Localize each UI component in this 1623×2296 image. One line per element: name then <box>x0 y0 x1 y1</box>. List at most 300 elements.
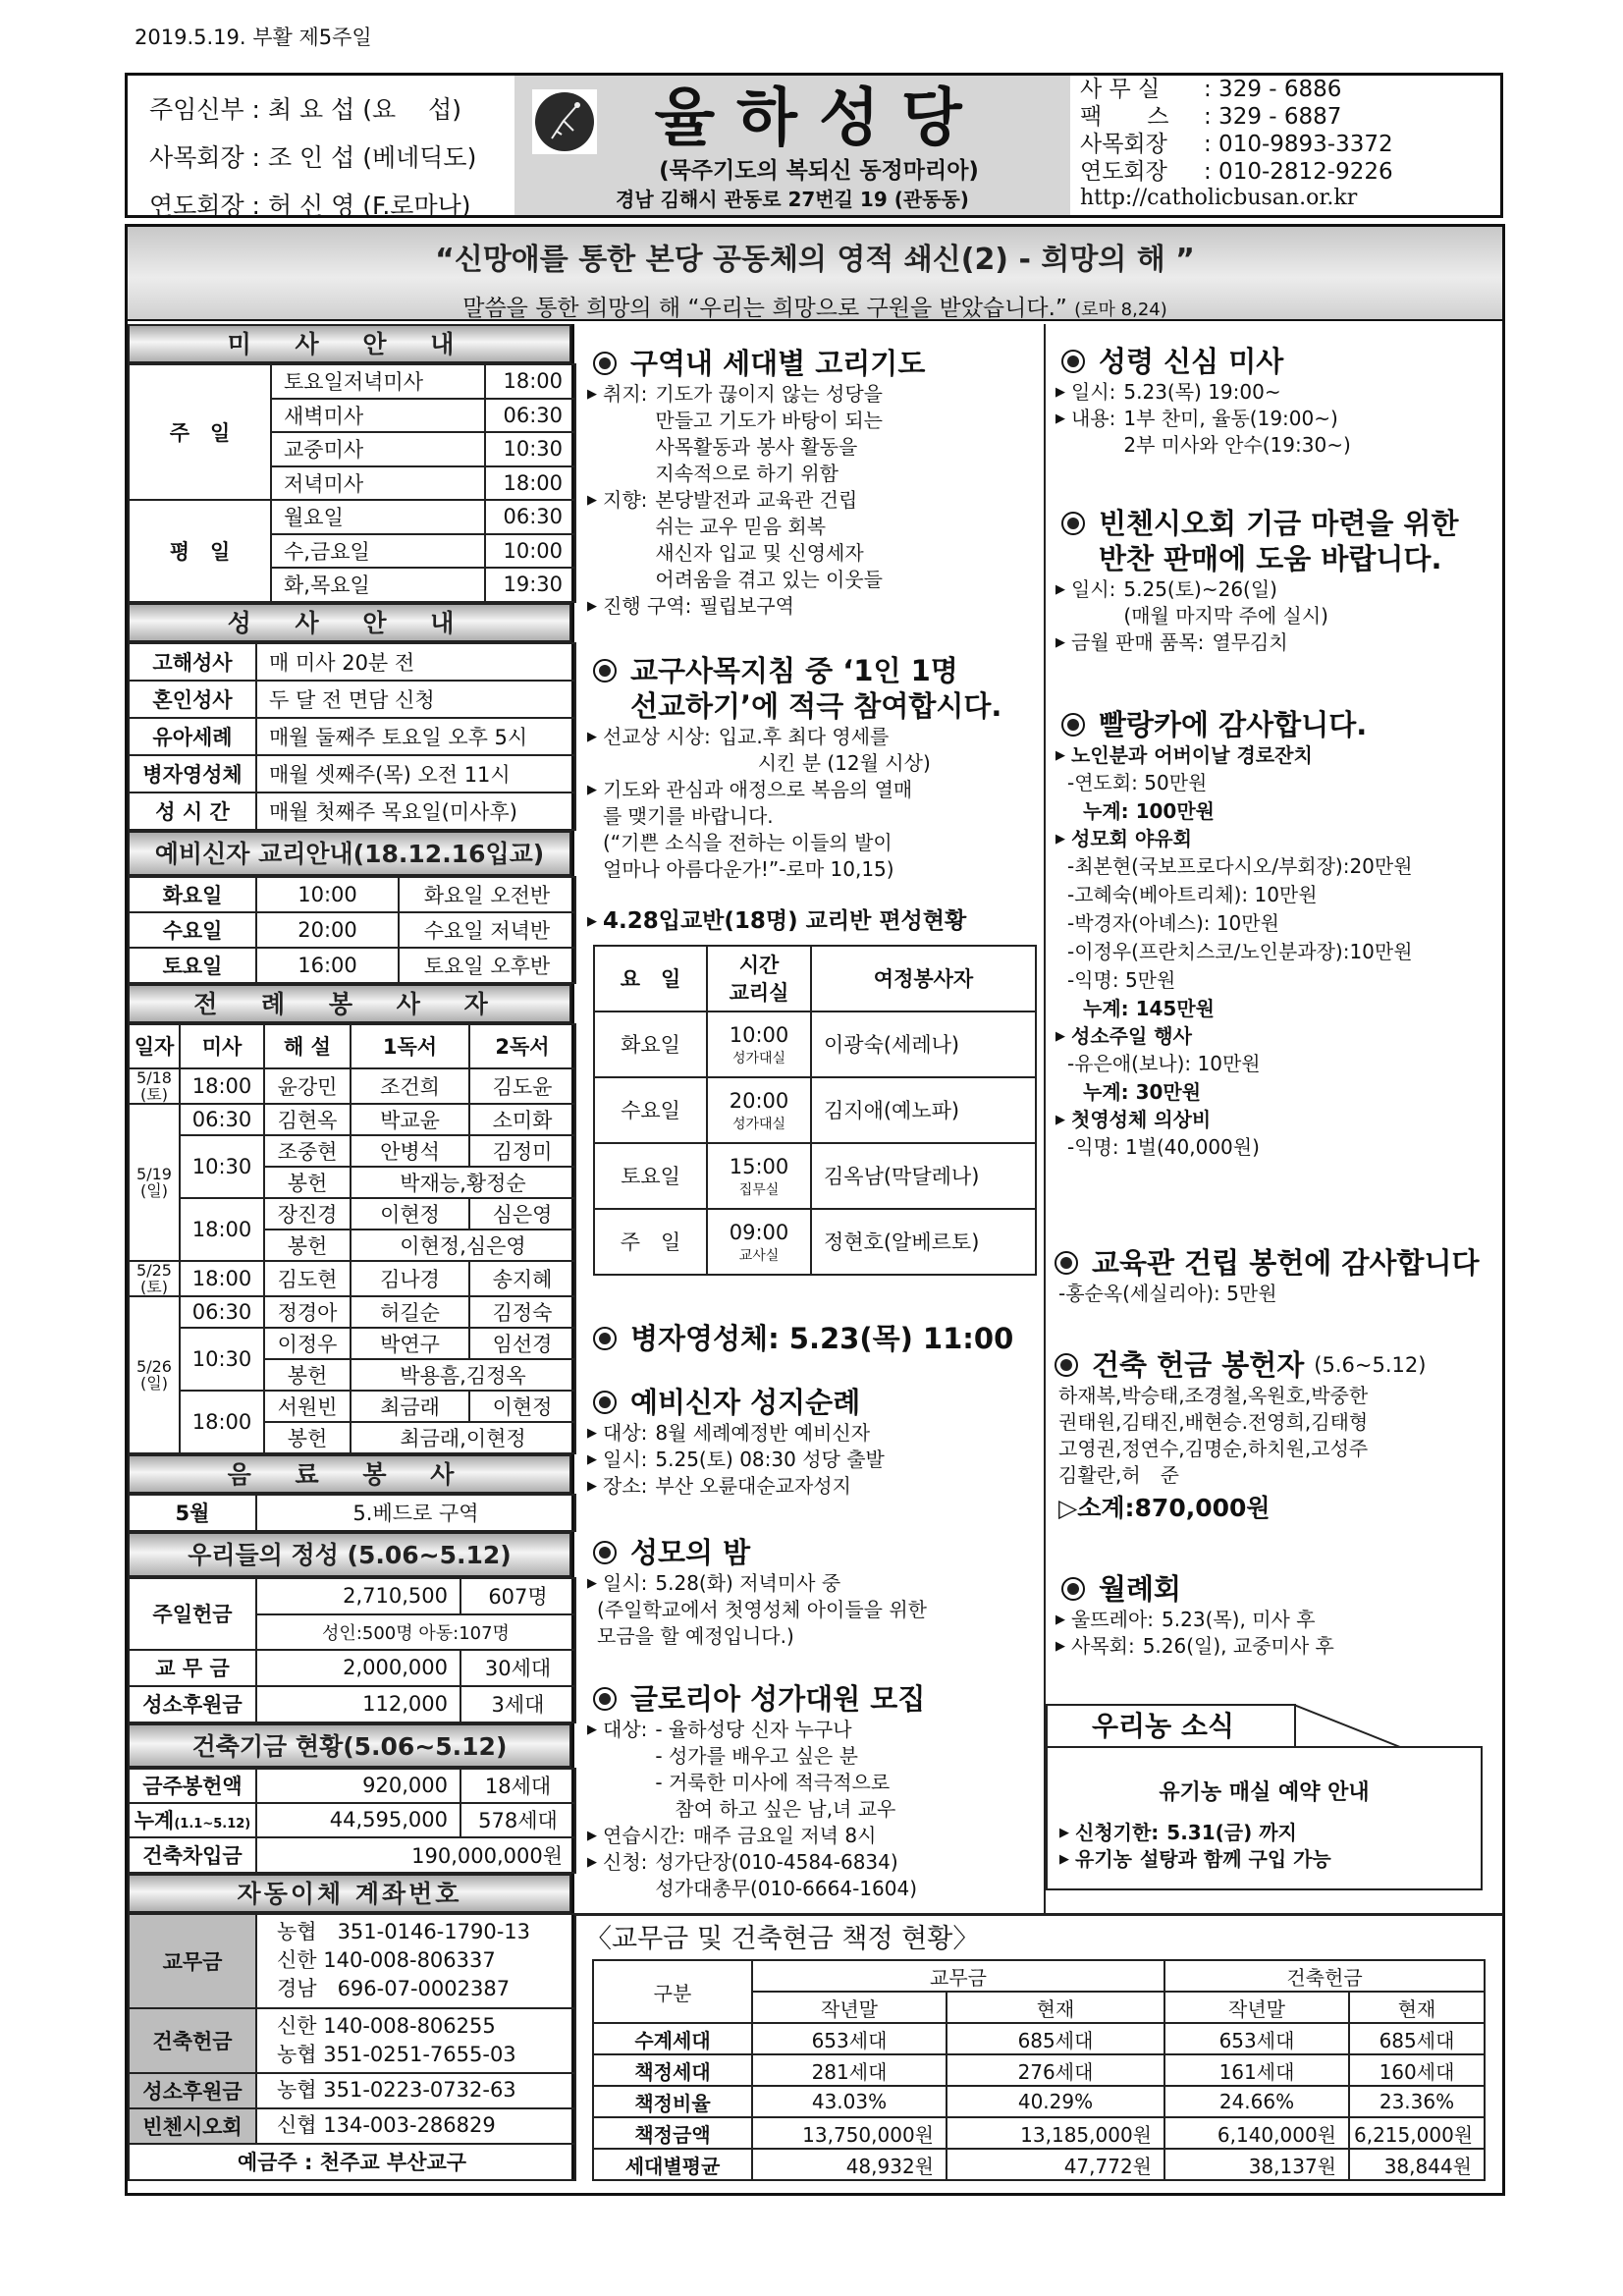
theme-reference: (로마 8,24) <box>1074 300 1167 320</box>
class-name: 수요일 저녁반 <box>399 912 575 948</box>
day-of-week: (토) <box>140 1277 168 1296</box>
building-label: 건축차입금 <box>129 1837 256 1873</box>
item-line: 기도가 끊이지 않는 성당을 <box>655 382 883 406</box>
commentator: 윤강민 <box>264 1068 351 1104</box>
offering-count: 30세대 <box>460 1650 575 1686</box>
commentator: 김도현 <box>264 1261 351 1296</box>
class-guide: 김옥남(막달레나) <box>811 1143 1036 1209</box>
class-day: 토요일 <box>129 948 256 983</box>
sacrament-row <box>129 755 575 793</box>
item-line: 새신자 입교 및 신영세자 <box>655 541 864 565</box>
item-label: 지향: <box>603 488 648 512</box>
second-reader: 김도윤 <box>469 1068 575 1104</box>
item-line: 지속적으로 하기 위함 <box>655 462 839 485</box>
second-reader: 김정미 <box>469 1135 575 1167</box>
budget-value: 6,215,000원 <box>1349 2117 1485 2149</box>
triangle-bullet-icon: ▶ <box>1059 1826 1069 1840</box>
notice-item <box>587 724 1039 777</box>
donation-total: 누계: 145만원 <box>1083 997 1215 1020</box>
mass-name: 월요일 <box>271 500 485 534</box>
column-group-header: 교무금 <box>752 1960 1164 1992</box>
item-line: 사목활동과 봉사 활동을 <box>655 435 858 459</box>
woori-subtitle: 유기농 매실 예약 안내 <box>1159 1780 1370 1805</box>
notice-item <box>587 1473 1039 1500</box>
column-header: 미사 <box>180 1024 264 1068</box>
item-line: 참여 하고 싶은 남,녀 교우 <box>655 1797 896 1821</box>
column-header: 작년말 <box>1164 1992 1349 2023</box>
offertory-label: 봉헌 <box>264 1422 351 1453</box>
catechumen-row <box>129 877 575 912</box>
offering-count: 607명 <box>460 1578 575 1614</box>
item-lines <box>655 1717 895 1823</box>
second-reader: 심은영 <box>469 1198 575 1230</box>
item-lines <box>655 1570 840 1597</box>
account-row <box>129 1914 575 2008</box>
first-reader: 최금래 <box>351 1391 469 1422</box>
info-table <box>128 876 576 984</box>
theme-subtitle: 말씀을 통한 희망의 해 “우리는 희망으로 구원을 받았습니다.” <box>462 296 1067 321</box>
church-banner <box>514 76 1070 215</box>
note-line: -홍순옥(세실리아): 5만원 <box>1058 1282 1277 1305</box>
liturgy-heading: 전 례 봉 사 자 <box>128 984 571 1023</box>
cumulative-period: (1.1~5.12) <box>174 1817 251 1831</box>
liturgy-date <box>129 1068 180 1104</box>
budget-value: 6,140,000원 <box>1164 2117 1349 2149</box>
contact-row <box>1080 131 1393 158</box>
staff-name: 조 인 섭 (베네딕도) <box>267 143 477 172</box>
account-numbers <box>256 1914 575 2008</box>
section-title-line: 반찬 판매에 도움 바랍니다. <box>1099 542 1442 575</box>
class-section <box>587 908 1039 1276</box>
class-day: 화요일 <box>594 1011 707 1077</box>
triangle-bullet-icon: ▶ <box>1055 582 1065 597</box>
commentator: 서원빈 <box>264 1391 351 1422</box>
section-heading <box>1049 1245 1500 1281</box>
liturgy-row <box>129 1261 575 1296</box>
offering-count: 3세대 <box>460 1686 575 1722</box>
triangle-bullet-icon: ▶ <box>587 1855 597 1870</box>
item-label: 신청: <box>603 1850 648 1874</box>
class-time: 16:00 <box>256 948 399 983</box>
column-header: 요 일 <box>594 946 707 1011</box>
thanks-group <box>1055 1107 1507 1133</box>
class-time-room <box>707 1011 811 1077</box>
item-lines <box>655 1473 851 1500</box>
staff-row: 주임신부 : 최 요 섭 (요 섭) <box>149 95 461 124</box>
column-header: 해 설 <box>264 1024 351 1068</box>
mass-time: 10:30 <box>180 1328 264 1391</box>
subtotal-line <box>1049 1489 1500 1524</box>
building-label: 금주봉헌액 <box>129 1769 256 1803</box>
triangle-bullet-icon: ▶ <box>587 387 597 402</box>
triangle-bullet-icon: ▶ <box>587 1452 597 1467</box>
section-title <box>630 1385 860 1420</box>
mass-time: 06:30 <box>485 500 575 534</box>
section-title-line: 교육관 건립 봉헌에 감사합니다 <box>1092 1246 1480 1280</box>
info-table <box>128 1913 576 2181</box>
liturgy-row <box>129 1198 575 1230</box>
class-guide: 정현호(알베르토) <box>811 1209 1036 1275</box>
donation-line: -박경자(아녜스): 10만원 <box>1067 911 1279 935</box>
section-title <box>630 346 925 381</box>
notice-item <box>1059 1846 1481 1873</box>
woori-tab-title: 우리농 소식 <box>1046 1704 1296 1747</box>
mass-day-label: 평 일 <box>129 500 271 602</box>
radio-bullet-icon <box>593 352 617 375</box>
contact-label: 사 무 실 <box>1080 77 1161 102</box>
budget-value: 38,844원 <box>1349 2149 1485 2180</box>
item-label: 취지: <box>603 382 648 406</box>
sacrament-schedule: 매월 첫째주 목요일(미사후) <box>256 793 575 830</box>
section-title <box>1092 1347 1304 1383</box>
item-line: - 거룩한 미사에 적극적으로 <box>655 1771 891 1794</box>
woori-content <box>1046 1746 1483 1890</box>
account-number: 신협 134-003-286829 <box>277 2113 496 2137</box>
budget-value: 281세대 <box>752 2054 947 2086</box>
note-line: 권태원,김태진,배현승.전영희,김태형 <box>1058 1410 1369 1434</box>
item-line: 5.25(토) 08:30 성당 출발 <box>655 1448 885 1471</box>
sacrament-name: 유아세례 <box>129 718 256 755</box>
header-time: 시간 <box>738 953 780 977</box>
woori-items <box>1048 1820 1481 1873</box>
item-label: 일시: <box>1071 577 1116 601</box>
triangle-bullet-icon: ▶ <box>1055 1639 1065 1654</box>
website-link[interactable]: http://catholicbusan.or.kr <box>1080 186 1358 210</box>
budget-value: 13,185,000원 <box>947 2117 1164 2149</box>
account-numbers <box>256 2108 575 2144</box>
sacraments-heading: 성 사 안 내 <box>128 603 571 642</box>
offertory-names: 박용흠,김정옥 <box>351 1359 575 1391</box>
class-time-room <box>707 1077 811 1143</box>
day-of-week: (일) <box>140 1180 168 1200</box>
sacrament-row <box>129 718 575 755</box>
account-row <box>129 2108 575 2144</box>
item-line: 매주 금요일 저녁 8시 <box>693 1824 877 1847</box>
drinks-district: 5.베드로 구역 <box>256 1495 575 1531</box>
offering-amount: 2,710,500 <box>256 1578 460 1614</box>
mass-time: 10:30 <box>485 432 575 466</box>
budget-row <box>593 2149 1485 2180</box>
radio-bullet-icon <box>1055 1353 1078 1377</box>
donation-line: -고혜숙(베아트리체): 10만원 <box>1067 883 1318 906</box>
triangle-bullet-icon: ▶ <box>1055 748 1065 763</box>
donation-line: -이정우(프란치스코/노인분과장):10만원 <box>1067 940 1413 963</box>
sacrament-name: 고해성사 <box>129 643 256 681</box>
note-line: 하재복,박승태,조경철,옥원호,박중한 <box>1058 1384 1369 1407</box>
mass-time: 18:00 <box>485 364 575 399</box>
section-title-line: 월례회 <box>1099 1572 1182 1606</box>
section-heading <box>1055 506 1507 576</box>
sacrament-row <box>129 793 575 830</box>
drinks-row <box>129 1495 575 1531</box>
budget-row <box>593 2054 1485 2086</box>
contact-value: : 329 - 6886 <box>1204 77 1342 102</box>
item-lines <box>1123 406 1350 459</box>
mass-day-label: 주 일 <box>129 364 271 500</box>
contact-row <box>1080 103 1393 131</box>
section-title <box>1099 1571 1181 1607</box>
triangle-bullet-icon: ▶ <box>587 1479 597 1494</box>
info-table <box>128 1023 576 1454</box>
section-title <box>1099 344 1283 379</box>
date-text: 5/18 <box>136 1067 172 1087</box>
item-line: (매월 마지막 주에 실시) <box>1123 604 1328 628</box>
item-line: 성가대총무(010-6664-1604) <box>655 1877 918 1900</box>
note-line: 김활란,허 준 <box>1058 1463 1179 1487</box>
section-title-line: 병자영성체: 5.23(목) 11:00 <box>630 1322 1014 1355</box>
class-row <box>594 1077 1036 1143</box>
account-purpose: 건축헌금 <box>129 2008 256 2073</box>
offering-row <box>129 1578 575 1614</box>
notice-section <box>587 346 1039 620</box>
thanks-group <box>1055 826 1507 852</box>
mass-name: 화,목요일 <box>271 568 485 602</box>
budget-value: 685세대 <box>947 2023 1164 2054</box>
radio-bullet-icon <box>1061 512 1085 535</box>
budget-value: 24.66% <box>1164 2086 1349 2117</box>
budget-row <box>593 2117 1485 2149</box>
item-label: 진행 구역: <box>603 594 692 618</box>
item-line: 5.23(목), 미사 후 <box>1162 1608 1316 1631</box>
liturgy-header-row <box>129 1024 575 1068</box>
first-reader: 허길순 <box>351 1296 469 1328</box>
account-numbers <box>256 2073 575 2108</box>
budget-value: 685세대 <box>1349 2023 1485 2054</box>
donation-line: -익명: 5만원 <box>1067 968 1176 992</box>
mass-time: 19:30 <box>485 568 575 602</box>
triangle-bullet-icon: ▶ <box>587 914 597 929</box>
class-day: 주 일 <box>594 1209 707 1275</box>
item-line: 얼마나 아름다운가!”-로마 10,15) <box>603 857 894 881</box>
church-name: 율하성당 <box>654 82 984 155</box>
contact-row <box>1080 158 1393 186</box>
contact-value: : 010-9893-3372 <box>1204 132 1393 157</box>
class-name: 토요일 오후반 <box>399 948 575 983</box>
liturgy-row <box>129 1328 575 1359</box>
section-title-line: 구역내 세대별 고리기도 <box>630 347 926 380</box>
liturgy-date <box>129 1104 180 1261</box>
commentator: 김현옥 <box>264 1104 351 1135</box>
mass-time: 06:30 <box>485 399 575 433</box>
budget-value: 40.29% <box>947 2086 1164 2117</box>
mass-time: 18:00 <box>180 1261 264 1296</box>
notice-section <box>1055 344 1507 459</box>
item-line: 성가단장(010-4584-6834) <box>655 1850 898 1874</box>
triangle-bullet-icon: ▶ <box>587 1426 597 1441</box>
woori-news-box <box>1046 1704 1483 1890</box>
date-text: 5/26 <box>136 1356 172 1376</box>
class-time-room <box>707 1209 811 1275</box>
item-lines <box>1162 1607 1316 1633</box>
sacrament-schedule: 매월 셋째주(목) 오전 11시 <box>256 755 575 793</box>
class-row <box>594 1209 1036 1275</box>
offertory-label: 봉헌 <box>264 1230 351 1261</box>
mass-name: 수,금요일 <box>271 534 485 569</box>
budget-value: 653세대 <box>1164 2023 1349 2054</box>
mass-name: 새벽미사 <box>271 399 485 433</box>
column-header: 현재 <box>1349 1992 1485 2023</box>
class-guide: 김지애(예노파) <box>811 1077 1036 1143</box>
account-purpose: 성소후원금 <box>129 2073 256 2108</box>
notice-item <box>587 1849 1039 1902</box>
item-lines <box>655 1447 884 1473</box>
section-heading <box>1055 707 1507 742</box>
item-label: 울뜨레아: <box>1071 1608 1155 1631</box>
liturgy-row <box>129 1068 575 1104</box>
class-time-room <box>707 1143 811 1209</box>
second-reader: 송지혜 <box>469 1261 575 1296</box>
item-label: 유기농 <box>1075 1847 1132 1871</box>
sacrament-schedule: 매월 둘째주 토요일 오후 5시 <box>256 718 575 755</box>
triangle-bullet-icon: ▶ <box>587 1576 597 1591</box>
row-label: 수계세대 <box>593 2023 752 2054</box>
item-lines <box>655 1420 870 1447</box>
notice-section <box>1055 1571 1507 1660</box>
item-line: 5.28(화) 저녁미사 중 <box>655 1571 841 1595</box>
notice-item <box>1055 629 1507 656</box>
radio-bullet-icon <box>1061 713 1085 737</box>
budget-value: 161세대 <box>1164 2054 1349 2086</box>
section-title <box>630 1535 750 1570</box>
item-lines <box>655 381 883 487</box>
commentator: 장진경 <box>264 1198 351 1230</box>
notice-section <box>587 1385 1039 1500</box>
item-lines <box>655 487 883 593</box>
account-holder-row <box>129 2144 575 2180</box>
item-label: 대상: <box>603 1421 648 1445</box>
item-label: 내용: <box>1071 407 1116 430</box>
notice-item <box>587 1570 1039 1597</box>
class-room: 성가대실 <box>731 1050 786 1066</box>
column-header <box>707 946 811 1011</box>
thanks-group <box>1055 742 1507 769</box>
triangle-bullet-icon: ▶ <box>587 599 597 614</box>
column-group-header: 건축헌금 <box>1164 1960 1485 1992</box>
sacrament-row <box>129 681 575 718</box>
liturgy-row <box>129 1296 575 1328</box>
notice-item <box>587 1717 1039 1823</box>
sacrament-name: 병자영성체 <box>129 755 256 793</box>
section-title <box>1099 707 1367 742</box>
first-reader: 김나경 <box>351 1261 469 1296</box>
section-period: (5.6~5.12) <box>1314 1353 1427 1377</box>
theme-title: “신망애를 통한 본당 공동체의 영적 쇄신(2) - 희망의 해 ” <box>435 243 1195 277</box>
notice-item <box>587 1420 1039 1447</box>
item-lines <box>1166 1820 1297 1846</box>
class-room: 집무실 <box>738 1181 780 1198</box>
church-subtitle: (묵주기도의 복되신 동정마리아) <box>659 158 979 184</box>
building-amount: 44,595,000 <box>256 1803 460 1837</box>
budget-value: 43.03% <box>752 2086 947 2117</box>
class-row <box>594 1011 1036 1077</box>
account-row <box>129 2073 575 2108</box>
first-reader: 조건희 <box>351 1068 469 1104</box>
mass-name: 저녁미사 <box>271 466 485 501</box>
mass-row <box>129 364 575 399</box>
item-line: 시킨 분 (12월 시상) <box>718 751 931 775</box>
donation-line: -연도회: 50만원 <box>1067 771 1208 794</box>
notice-section <box>1049 1347 1500 1524</box>
left-column <box>128 324 574 2181</box>
class-room: 교사실 <box>738 1247 780 1264</box>
staff-list <box>149 85 476 230</box>
theme-subtitle-line <box>128 290 1502 322</box>
staff-role: 연도회장 <box>149 191 244 220</box>
contact-label: 연도회장 <box>1080 159 1167 185</box>
class-header-row <box>594 946 1036 1011</box>
row-label: 책정금액 <box>593 2117 752 2149</box>
column-header: 일자 <box>129 1024 180 1068</box>
second-reader: 임선경 <box>469 1328 575 1359</box>
account-row <box>129 2008 575 2073</box>
section-title <box>630 1681 925 1717</box>
offering-heading: 우리들의 정성 (5.06~5.12) <box>128 1532 571 1577</box>
item-line: 5.23(목) 19:00~ <box>1123 380 1281 404</box>
item-lines <box>655 1849 917 1902</box>
date-text: 5/25 <box>136 1260 172 1280</box>
second-reader: 이현정 <box>469 1391 575 1422</box>
budget-value: 160세대 <box>1349 2054 1485 2086</box>
budget-value: 38,137원 <box>1164 2149 1349 2180</box>
staff-row: 사목회장 : 조 인 섭 (베네딕도) <box>149 143 477 172</box>
budget-row <box>593 2086 1485 2117</box>
triangle-bullet-icon: ▶ <box>587 1722 597 1737</box>
item-line: 부산 오륜대순교자성지 <box>655 1474 851 1498</box>
offering-label: 교 무 금 <box>129 1650 256 1686</box>
budget-value: 48,932원 <box>752 2149 947 2180</box>
mass-time: 06:30 <box>180 1296 264 1328</box>
catechumen-row <box>129 948 575 983</box>
contact-row <box>1080 76 1393 103</box>
note-line: 고영권,정연수,김명순,하치원,고성주 <box>1058 1437 1369 1460</box>
building-amount: 920,000 <box>256 1769 460 1803</box>
budget-row <box>593 2023 1485 2054</box>
section-title-line: 건축 헌금 봉헌자 <box>1092 1348 1305 1382</box>
offertory-names: 최금래,이현정 <box>351 1422 575 1453</box>
account-number: 농협 351-0146-1790-13 <box>277 1920 530 1943</box>
offering-row <box>129 1650 575 1686</box>
item-lines <box>693 1823 876 1849</box>
building-row <box>129 1769 575 1803</box>
class-day: 수요일 <box>594 1077 707 1143</box>
item-lines <box>1143 1633 1334 1660</box>
budget-group-row <box>593 1960 1485 1992</box>
account-holder: 예금주 : 천주교 부산교구 <box>129 2144 575 2180</box>
info-table <box>128 1577 576 1723</box>
item-line: 어려움을 겪고 있는 이웃들 <box>655 568 883 591</box>
triangle-bullet-icon: ▶ <box>1055 635 1065 650</box>
column-header: 2독서 <box>469 1024 575 1068</box>
item-line: 5.31(금) 까지 <box>1166 1821 1297 1844</box>
section-title <box>1092 1245 1479 1281</box>
offertory-label: 봉헌 <box>264 1167 351 1198</box>
building-count: 578세대 <box>460 1803 575 1837</box>
class-row <box>594 1143 1036 1209</box>
notice-item <box>1055 1607 1507 1633</box>
column-header: 구분 <box>593 1960 752 2023</box>
building-row <box>129 1837 575 1873</box>
first-reader: 박교윤 <box>351 1104 469 1135</box>
sacrament-name: 혼인성사 <box>129 681 256 718</box>
triangle-bullet-icon: ▶ <box>587 783 597 797</box>
first-reader: 이현정 <box>351 1198 469 1230</box>
class-day: 토요일 <box>594 1143 707 1209</box>
commentator: 이정우 <box>264 1328 351 1359</box>
item-line: - 율하성당 신자 누구나 <box>655 1718 852 1741</box>
staff-name: 최 요 섭 (요 섭) <box>267 95 461 124</box>
section-heading <box>1055 1571 1507 1607</box>
triangle-bullet-icon: ▶ <box>1055 1613 1065 1627</box>
